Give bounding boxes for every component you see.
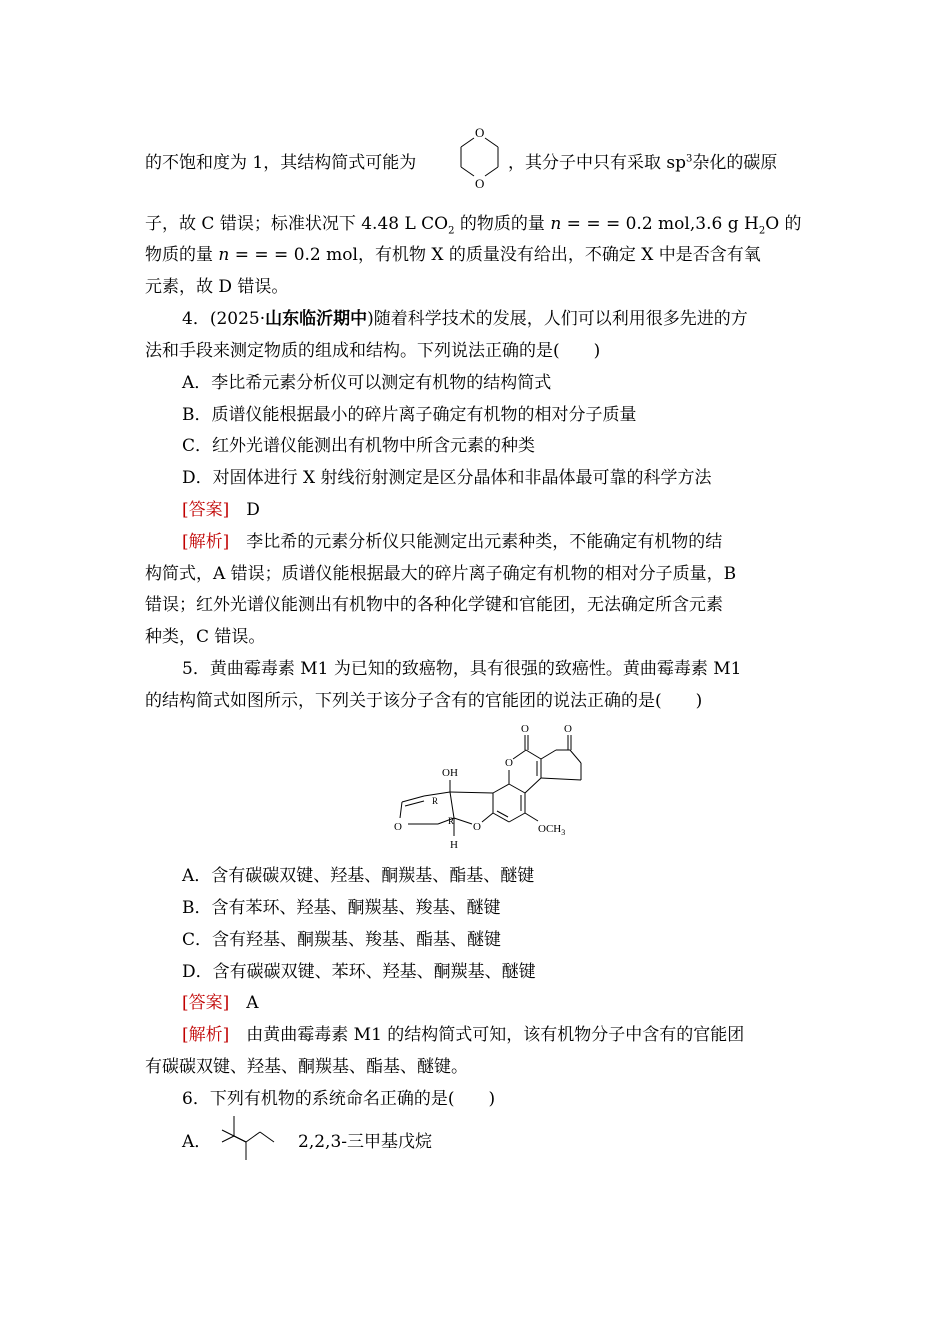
struct-och3 (538, 823, 565, 837)
q5-option-a: A．含有碳碳双键、羟基、酮羰基、酯基、醚键 (182, 866, 535, 886)
q5-analysis-2: 有碳碳双键、羟基、酮羰基、酯基、醚键。 (145, 1057, 468, 1077)
analysis-label: [解析] (182, 532, 230, 552)
text-seg: ，其分子中只有采取 sp (508, 153, 687, 173)
q4-analysis-2: 构简式，A 错误；质谱仪能根据最大的碎片离子确定有机物的相对分子质量，B (145, 564, 737, 584)
dioxane-o-top: O (475, 125, 485, 140)
q4-analysis-4: 种类，C 错误。 (145, 627, 266, 647)
q5-stem-1: 5．黄曲霉毒素 M1 为已知的致癌物，具有很强的致癌性。黄曲霉毒素 M1 (182, 659, 742, 679)
dioxane-o-bottom: O (475, 176, 485, 191)
q4-number: 4．(2025· (182, 309, 266, 329)
q4-answer (182, 498, 807, 522)
struct-o-mid: O (473, 821, 481, 833)
q6-stem: 6．下列有机物的系统命名正确的是( ) (182, 1089, 496, 1109)
text-seg: 子，故 C 错误；标准状况下 4.48 L CO (145, 214, 449, 234)
analysis-label: [解析] (182, 1025, 230, 1045)
text-seg: )随着科学技术的发展，人们可以利用很多先进的方 (367, 309, 748, 329)
text-seg: 的不饱和度为 1，其结构简式可能为 (145, 153, 417, 173)
q5-answer (182, 991, 807, 1015)
text-line-4: 元素，故 D 错误。 (145, 277, 289, 297)
struct-o-2: O (564, 723, 572, 735)
q4-stem-2: 法和手段来测定物质的组成和结构。下列说法正确的是( ) (145, 341, 601, 361)
answer-value: A (246, 993, 259, 1013)
struct-r-2: R (448, 816, 455, 826)
italic-n: n (550, 214, 562, 234)
q4-source: 山东临沂期中 (265, 309, 368, 329)
text-seg: 由黄曲霉毒素 M1 的结构简式可知，该有机物分子中含有的官能团 (246, 1025, 745, 1045)
superscript: 3 (686, 153, 693, 165)
text-seg: = = = 0.2 mol，有机物 X 的质量没有给出，不确定 X 中是否含有氧 (229, 245, 761, 265)
struct-h: H (450, 839, 458, 851)
q5-option-c: C．含有羟基、酮羰基、羧基、酯基、醚键 (182, 930, 502, 950)
text-seg: 物质的量 (145, 245, 219, 265)
q6-option-a-name: 2,2,3-三甲基戊烷 (298, 1132, 432, 1152)
text-seg: 的物质的量 (454, 214, 551, 234)
text-line-3 (145, 243, 807, 267)
text-seg: 李比希的元素分析仪只能测定出元素种类，不能确定有机物的结 (246, 532, 723, 552)
answer-label: [答案] (182, 500, 230, 520)
text-seg: O 的 (765, 214, 802, 234)
q4-option-b: B．质谱仪能根据最小的碎片离子确定有机物的相对分子质量 (182, 405, 637, 425)
aflatoxin-m1-structure (388, 718, 588, 854)
answer-label: [答案] (182, 993, 230, 1013)
q5-option-d: D．含有碳碳双键、苯环、羟基、酮羰基、醚键 (182, 962, 536, 982)
struct-r-1: R (432, 796, 439, 806)
text-line-1-right (508, 151, 807, 175)
q4-option-a: A．李比希元素分析仪可以测定有机物的结构简式 (182, 373, 552, 393)
struct-o-ring: O (505, 757, 513, 769)
q4-analysis-3: 错误；红外光谱仪能测出有机物中的各种化学键和官能团，无法确定所含元素 (145, 595, 723, 615)
subscript: 2 (758, 225, 766, 237)
option-label: A． (182, 1132, 212, 1152)
text-seg: 杂化的碳原 (692, 153, 778, 173)
q4-stem-1 (182, 307, 807, 331)
answer-value: D (246, 500, 260, 520)
struct-o-1: O (521, 723, 529, 735)
text-seg: = = = 0.2 mol,3.6 g H (561, 214, 759, 234)
och3-sub: 3 (561, 828, 566, 837)
skeletal-structure-a (218, 1114, 278, 1164)
struct-oh: OH (442, 767, 458, 779)
text-line-2 (145, 212, 807, 236)
subscript: 2 (448, 225, 455, 237)
q5-analysis-1 (182, 1023, 807, 1047)
italic-n: n (218, 245, 230, 265)
struct-o-left: O (394, 821, 402, 833)
dioxane-structure (452, 122, 508, 192)
q4-option-c: C．红外光谱仪能测出有机物中所含元素的种类 (182, 436, 536, 456)
q4-analysis-1 (182, 530, 807, 554)
q5-option-b: B．含有苯环、羟基、酮羰基、羧基、醚键 (182, 898, 501, 918)
q4-option-d: D．对固体进行 X 射线衍射测定是区分晶体和非晶体最可靠的科学方法 (182, 468, 712, 488)
q5-stem-2: 的结构简式如图所示，下列关于该分子含有的官能团的说法正确的是( ) (145, 691, 703, 711)
och3-text: OCH (538, 823, 562, 835)
